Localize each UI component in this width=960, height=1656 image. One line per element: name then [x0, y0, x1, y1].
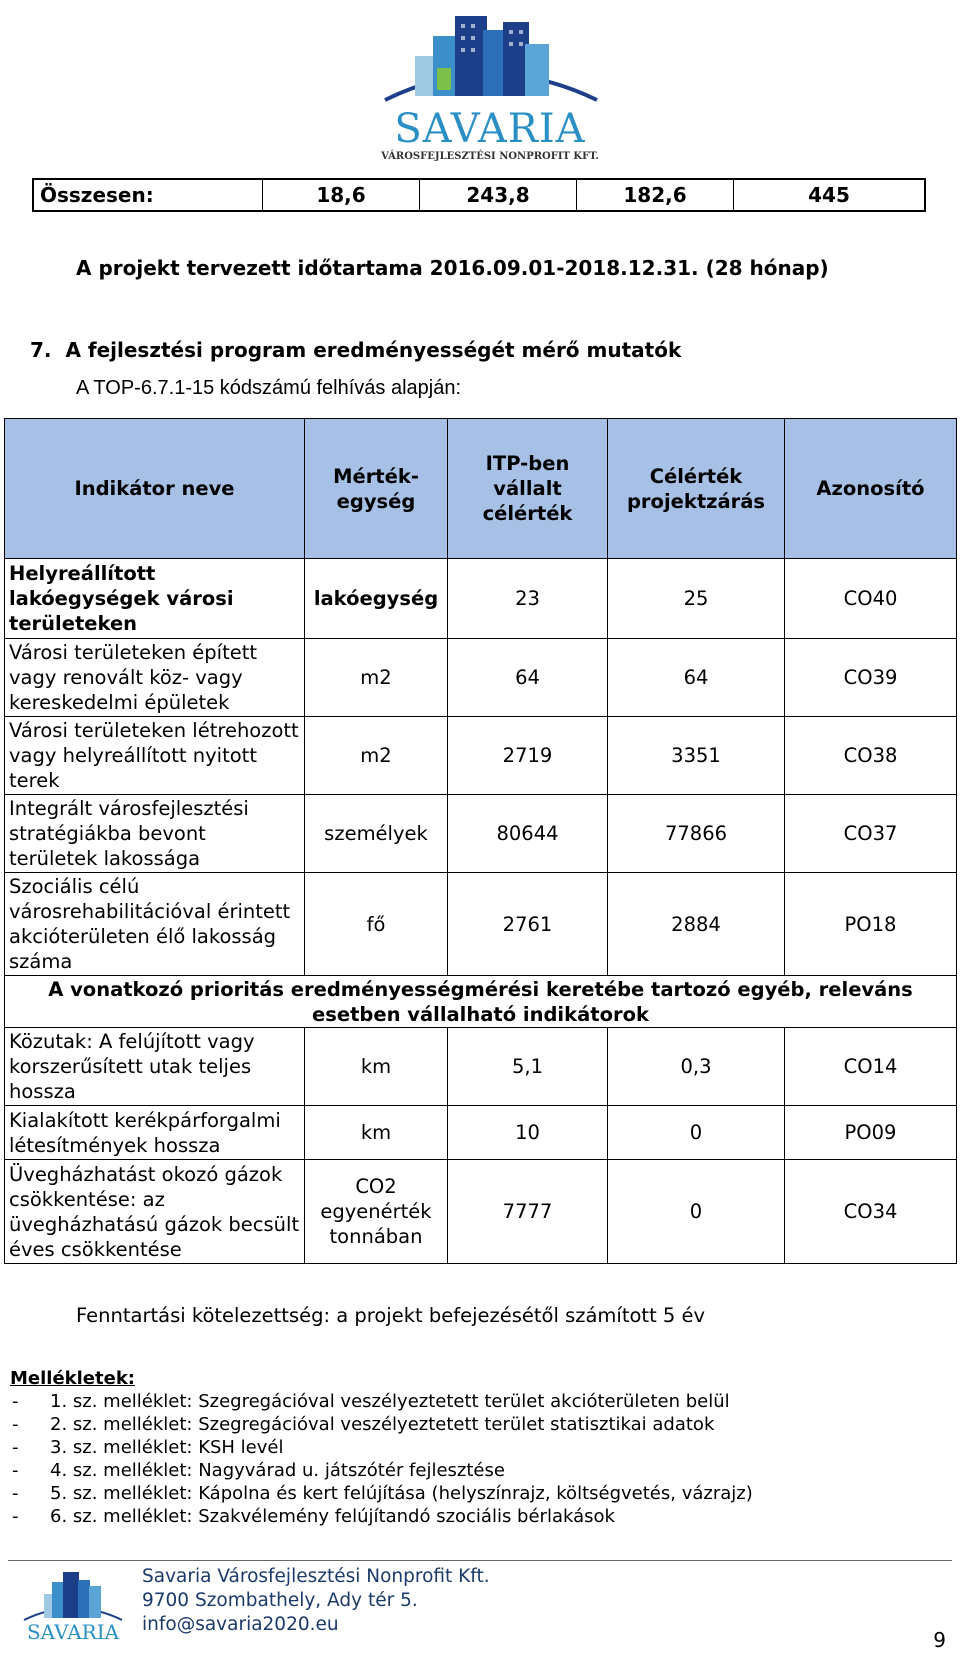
indicator-itp: 7777 — [448, 1160, 608, 1264]
indicator-unit: fő — [305, 873, 448, 976]
list-item: - 5. sz. melléklet: Kápolna és kert felújítása (helyszínrajz, költségvetés, vázrajz) — [12, 1483, 753, 1504]
indicator-id: PO09 — [785, 1106, 957, 1160]
annexes-title: Mellékletek: — [10, 1368, 135, 1389]
indicator-target: 3351 — [608, 717, 785, 795]
indicator-unit: m2 — [305, 639, 448, 717]
indicator-name: Szociális célú városrehabilitációval érintett akcióterületen élő lakosság száma — [5, 873, 305, 976]
list-item: - 3. sz. melléklet: KSH levél — [12, 1437, 284, 1458]
indicator-target: 77866 — [608, 795, 785, 873]
indicator-itp: 2719 — [448, 717, 608, 795]
indicator-itp: 23 — [448, 559, 608, 639]
indicator-id: CO38 — [785, 717, 957, 795]
table-row — [5, 873, 957, 976]
indicator-itp: 2761 — [448, 873, 608, 976]
indicator-unit: km — [305, 1106, 448, 1160]
table-row — [5, 1106, 957, 1160]
table-row — [5, 795, 957, 873]
brand-subtitle: VÁROSFEJLESZTÉSI NONPROFIT KFT. — [381, 151, 599, 162]
summary-value: 445 — [733, 180, 924, 210]
indicator-unit: lakóegység — [305, 559, 448, 639]
indicator-target: 25 — [608, 559, 785, 639]
indicator-name: Kialakított kerékpárforgalmi létesítmények hossza — [5, 1106, 305, 1160]
footer-logo-brand: SAVARIA — [26, 1620, 120, 1644]
indicator-target: 64 — [608, 639, 785, 717]
indicator-unit: km — [305, 1028, 448, 1106]
table-row — [5, 639, 957, 717]
indicator-name: Helyreállított lakóegységek városi területeken — [5, 559, 305, 639]
indicator-table — [4, 418, 957, 1264]
indicator-itp: 80644 — [448, 795, 608, 873]
brand-name: SAVARIA — [394, 106, 586, 152]
list-item: - 1. sz. melléklet: Szegregációval veszélyeztetett terület akcióterületen belül — [12, 1391, 730, 1412]
indicator-unit: személyek — [305, 795, 448, 873]
city-skyline-icon — [375, 8, 605, 108]
footer-logo — [18, 1568, 128, 1648]
footer-email[interactable]: info@savaria2020.eu — [142, 1614, 339, 1635]
section-intro: A TOP-6.7.1-15 kódszámú felhívás alapján: — [76, 377, 462, 399]
indicator-itp: 10 — [448, 1106, 608, 1160]
indicator-target: 0,3 — [608, 1028, 785, 1106]
section-heading: 7. A fejlesztési program eredményességét mérő mutatók — [30, 338, 682, 362]
indicator-unit: m2 — [305, 717, 448, 795]
list-item: - 6. sz. melléklet: Szakvélemény felújítandó szociális bérlakások — [12, 1506, 615, 1527]
indicator-itp: 64 — [448, 639, 608, 717]
maintenance-obligation: Fenntartási kötelezettség: a projekt befejezésétől számított 5 év — [76, 1304, 706, 1327]
column-header: Indikátor neve — [5, 419, 305, 559]
footer-contact — [142, 1565, 490, 1637]
column-header: Azonosító — [785, 419, 957, 559]
indicator-target: 2884 — [608, 873, 785, 976]
indicator-target: 0 — [608, 1160, 785, 1264]
indicator-name: Városi területeken épített vagy renovált köz- vagy kereskedelmi épületek — [5, 639, 305, 717]
footer-address: 9700 Szombathely, Ady tér 5. — [142, 1590, 418, 1611]
column-header: Célérték projektzárás — [608, 419, 785, 559]
indicator-id: CO39 — [785, 639, 957, 717]
footer-company: Savaria Városfejlesztési Nonprofit Kft. — [142, 1566, 490, 1587]
indicator-name: Városi területeken létrehozott vagy helyreállított nyitott terek — [5, 717, 305, 795]
summary-value: 182,6 — [576, 180, 733, 210]
table-row — [5, 717, 957, 795]
city-skyline-icon — [18, 1568, 128, 1624]
page-number: 9 — [933, 1628, 946, 1652]
annex-list — [12, 1390, 753, 1528]
indicator-id: CO37 — [785, 795, 957, 873]
indicator-unit: CO2 egyenérték tonnában — [305, 1160, 448, 1264]
indicator-name: Üvegházhatást okozó gázok csökkentése: az üvegházhatású gázok becsült éves csökkentése — [5, 1160, 305, 1264]
table-row — [5, 1028, 957, 1106]
indicator-name: Integrált városfejlesztési stratégiákba bevont területek lakossága — [5, 795, 305, 873]
indicator-itp: 5,1 — [448, 1028, 608, 1106]
project-duration: A projekt tervezett időtartama 2016.09.01-2018.12.31. (28 hónap) — [76, 256, 829, 280]
indicator-id: CO40 — [785, 559, 957, 639]
indicator-id: CO34 — [785, 1160, 957, 1264]
indicator-target: 0 — [608, 1106, 785, 1160]
summary-value: 243,8 — [419, 180, 576, 210]
indicator-name: Közutak: A felújított vagy korszerűsített utak teljes hossza — [5, 1028, 305, 1106]
header-logo — [375, 8, 605, 160]
table-section-row — [5, 976, 957, 1028]
column-header: ITP-ben vállalt célérték — [448, 419, 608, 559]
table-row — [5, 559, 957, 639]
indicator-id: CO14 — [785, 1028, 957, 1106]
list-item: - 2. sz. melléklet: Szegregációval veszélyeztetett terület statisztikai adatok — [12, 1414, 715, 1435]
footer-divider — [8, 1560, 952, 1561]
summary-row — [32, 178, 926, 212]
indicator-id: PO18 — [785, 873, 957, 976]
column-header: Mérték-egység — [305, 419, 448, 559]
table-header-row — [5, 419, 957, 559]
summary-label: Összesen: — [40, 183, 154, 207]
summary-value: 18,6 — [262, 180, 419, 210]
list-item: - 4. sz. melléklet: Nagyvárad u. játszótér fejlesztése — [12, 1460, 505, 1481]
table-row — [5, 1160, 957, 1264]
section-title: A vonatkozó prioritás eredményességmérési keretébe tartozó egyéb, releváns esetben vállalható indikátorok — [5, 976, 957, 1028]
